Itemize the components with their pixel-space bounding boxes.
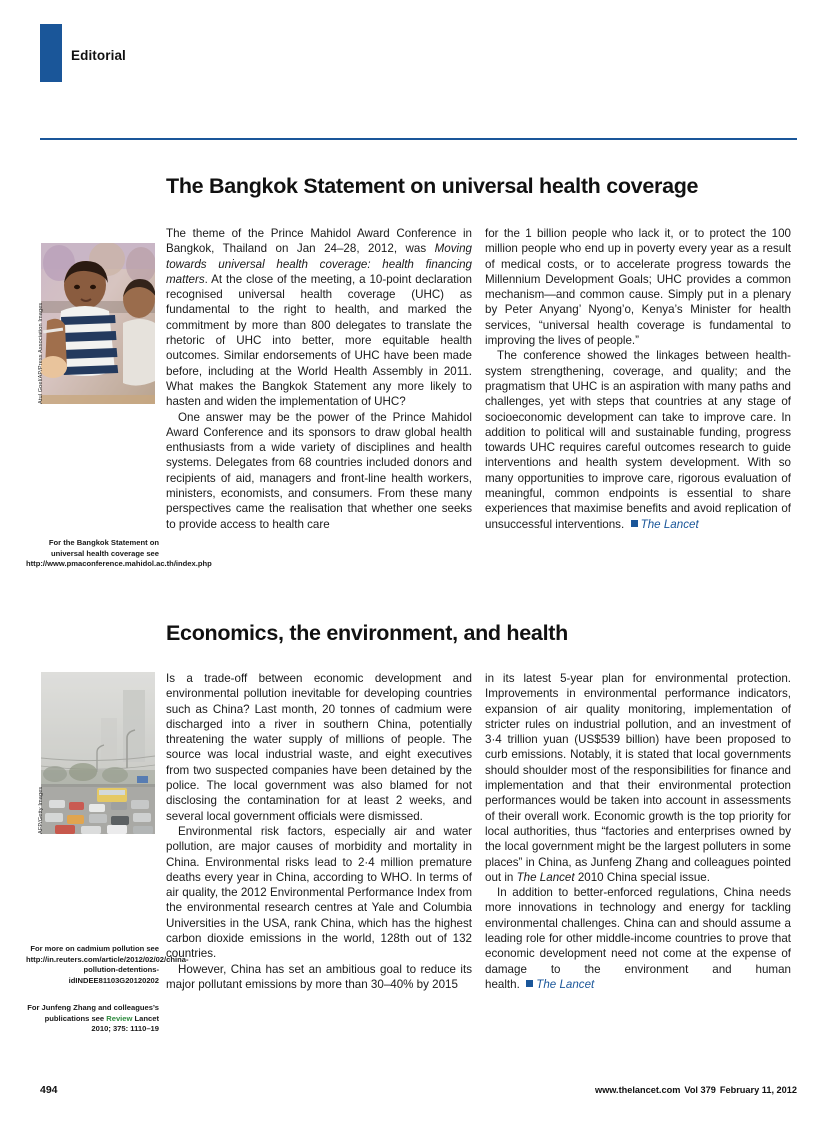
masthead xyxy=(0,0,835,120)
economics-paragraph-5: In addition to better-enforced regulations, China needs more innovations in technology and energy for tackling environmental challenges. China can and should assume a leading role for other middle-income countries to prove that economic development need not come at the expense of damage to the environment and human health. The Lancet xyxy=(485,886,791,991)
bangkok-paragraph-2: One answer may be the power of the Prince Mahidol Award Conference and its sponsors to draw global health enthusiasts from a wide variety of disciplines and health systems. Delegates from 68 countries included donors and recipients of aid, managers and front-line health workers, ministers, economists, and consumers. From these many perspectives came the realisation that whether one seeks to provide access to health care xyxy=(166,410,472,531)
vaccination-photo-image xyxy=(41,243,155,404)
journal-imprint xyxy=(595,1085,797,1095)
lancet-square-icon xyxy=(631,520,638,527)
section-label: Editorial xyxy=(71,48,126,63)
bangkok-paragraph-3: for the 1 billion people who lack it, or to protect the 100 million people who end up in poverty every year as a result of medical costs, or to accelerate progress towards the Millennium Development Goals; UHC provides a common mechanism—and common cause. Simply put in a plenary by Peter Anyang’ Nyong’o, Kenya’s Minister for health services, “universal health coverage is fundamental to improving the lives of people.” xyxy=(485,227,791,348)
lancet-signature-1: The Lancet xyxy=(624,518,698,531)
smog-traffic-photo-image xyxy=(41,672,155,834)
article-title-bangkok: The Bangkok Statement on universal health coverage xyxy=(166,174,699,198)
smog-photo-credit: AFP/Getty Images xyxy=(38,786,44,834)
margin-note-zhang[interactable]: For Junfeng Zhang and colleagues’s publications see Review Lancet 2010; 375: 1110–19 xyxy=(27,1003,159,1034)
journal-website[interactable]: www.thelancet.com xyxy=(594,1085,681,1095)
vaccination-photo xyxy=(41,243,155,404)
economics-paragraph-2: Environmental risk factors, especially air and water pollution, are major causes of morbidity and mortality in China. Environmental risks lead to 2·4 million premature deaths every year in China, according to WHO. In terms of air quality, the 2012 Environmental Performance Index from the environmental research centres at Yale and Columbia Universities in the USA, rank China, which has the highest carbon dioxide emissions in the world, 128th out of 132 countries. xyxy=(166,824,472,961)
economics-paragraph-1: Is a trade-off between economic development and environmental pollution inevitable for developing countries such as China? Last month, 20 tonnes of cadmium were discharged into a river in southern China, potentially threatening the water supply of millions of people. The source was local industrial waste, and eight executives from two suspected companies have been detained by the police. The local government was also blamed for not disclosing the contamination for at least 2 weeks, and several local government officials were dismissed. xyxy=(166,672,472,823)
margin-note-cadmium[interactable]: For more on cadmium pollution see http://in.reuters.com/article/2012/02/02/china-pollution-detentions-idINDEE81103G20120202 xyxy=(26,944,189,985)
lancet-square-icon xyxy=(526,980,533,987)
page-number: 494 xyxy=(40,1084,58,1096)
masthead-accent-bar xyxy=(40,24,62,82)
bangkok-paragraph-1: The theme of the Prince Mahidol Award Conference in Bangkok, Thailand on Jan 24–28, 2012, was Moving towards universal health coverage: health financing matters. At the close of the meeting, a 10-point declaration recognised universal health coverage (UHC) as fundamental to the right to health, and marked the commitment by more than 800 delegates to translate the rhetoric of UHC into better, more equitable health outcomes. Similar endorsements of UHC have been made before, including at the World Health Assembly in 2011. What makes the Bangkok Statement any more likely to hasten and widen the implementation of UHC? xyxy=(166,227,472,409)
economics-column-left xyxy=(166,671,472,992)
journal-date: February 11, 2012 xyxy=(719,1085,797,1095)
bangkok-column-right xyxy=(485,226,791,532)
economics-paragraph-3: However, China has set an ambitious goal to reduce its major pollutant emissions by more than 30–40% by 2015 xyxy=(166,962,472,991)
vaccination-photo-credit: Atul Goel/AP/Press Association Images xyxy=(38,302,44,404)
smog-traffic-photo xyxy=(41,672,155,834)
economics-column-right xyxy=(485,671,791,992)
journal-volume: Vol 379 xyxy=(684,1085,716,1095)
lancet-signature-2: The Lancet xyxy=(520,978,594,991)
bangkok-column-left xyxy=(166,226,472,532)
economics-paragraph-4: in its latest 5-year plan for environmental protection. Improvements in environmental performance indicators, expansion of air quality monitoring, implementation of stricter rules on industrial pollution, and an investment of 3·4 trillion yuan (US$539 billion) have been proposed to curb emissions. Notably, it is stated that local governments should shoulder most of the responsibilities for finance and implementation and that their environmental protection performances would be taken into account in assessments of their overall work. Economic growth is the top priority for local authorities, thus “factories and enterprises owned by the local government might be the largest polluters in some places” in China, as Junfeng Zhang and colleagues pointed out in The Lancet 2010 China special issue. xyxy=(485,672,791,884)
header-rule xyxy=(40,138,797,140)
bangkok-paragraph-4: The conference showed the linkages between health-system strengthening, coverage, and quality; and the pragmatism that UHC is an aspiration with many paths and challenges, yet with steps that countries at any stage of socioeconomic development can take to improve care. In addition to political will and sustainable funding, progress towards UHC requires careful outcomes research to guide interventions and health system development. With so many opportunities to improve care, rigorous evaluation of meaningful, common endpoints is essential to share experiences that maximise benefits and avoid replication of unsuccessful interventions. The Lancet xyxy=(485,349,791,531)
article-title-economics: Economics, the environment, and health xyxy=(166,621,568,645)
margin-note-bangkok[interactable]: For the Bangkok Statement on universal health coverage see http://www.pmaconference.mahidol.ac.th/index.php xyxy=(26,538,212,569)
